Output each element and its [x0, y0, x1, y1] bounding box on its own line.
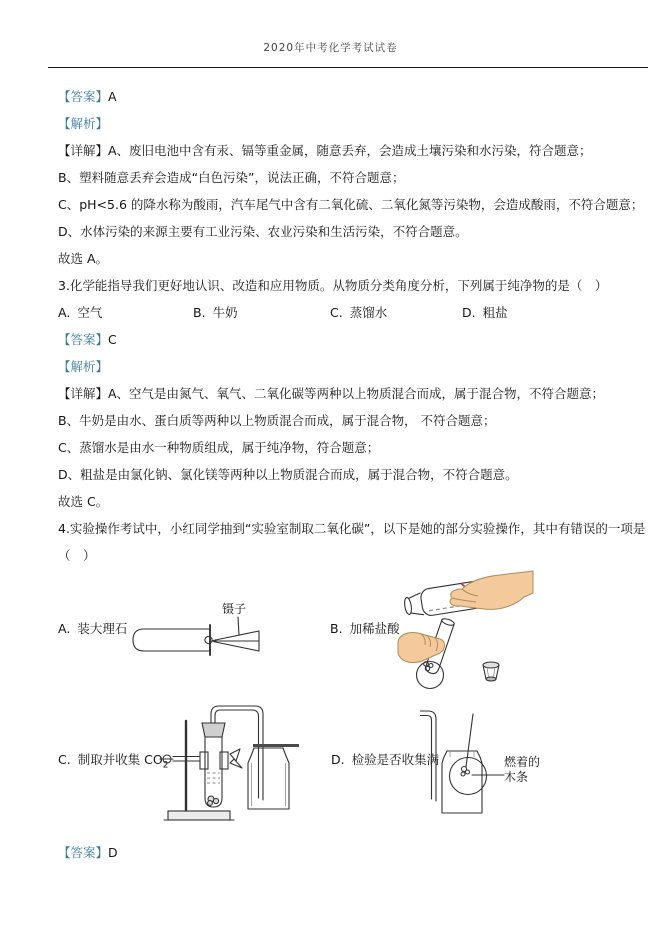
delivery-tube: [211, 706, 263, 800]
q3-option-c: [330, 299, 462, 326]
q4-stem-line2: （ ）: [58, 548, 96, 563]
rubber-stopper: [202, 723, 225, 737]
reaction-test-tube: [205, 736, 222, 807]
pouring-hand: [450, 571, 533, 609]
answer-value: C: [108, 332, 117, 347]
q3-option-b-key: B.: [193, 305, 206, 320]
wing-nut-icon: [230, 749, 242, 768]
q3-detail-d: D、粗盐是由氯化钠、氯化镁等两种以上物质混合而成，属于混合物，不符合题意。: [58, 467, 518, 482]
q3-analysis-line: [58, 353, 661, 380]
delivery-tube: [420, 711, 436, 801]
acid-liquid-dashes: [207, 773, 220, 783]
q4-option-b-text: 加稀盐酸: [349, 621, 400, 636]
marble-chips: [208, 796, 219, 805]
q3-option-c-text: 蒸馏水: [349, 305, 388, 320]
burning-splint-annotation-line2: 木条: [504, 770, 529, 784]
horizontal-test-tube: [133, 625, 210, 655]
q4-option-c-key: C.: [58, 752, 71, 767]
flame-icon: [461, 767, 470, 777]
marble-chips: [424, 662, 433, 671]
q4-option-a-label: [58, 622, 127, 636]
co2-subscript: 2: [162, 760, 169, 771]
q4-option-b-label: [330, 622, 400, 636]
holding-hand: [398, 632, 445, 662]
q4-option-d-text: 检验是否收集满: [351, 752, 440, 767]
analysis-label: 【解析】: [58, 116, 109, 131]
q3-stem: 3.化学能指导我们更好地认识、改造和应用物质。从物质分类角度分析，下列属于纯净物的是（ ）: [58, 278, 608, 293]
gas-collecting-bottle: [248, 748, 289, 809]
q4-option-c-label: [58, 753, 168, 773]
q3-option-a-text: 空气: [77, 305, 103, 320]
q3-option-d-key: D.: [462, 305, 476, 320]
q3-detail-b: B、牛奶是由水、蛋白质等两种以上物质混合而成，属于混合物， 不符合题意；: [58, 413, 496, 428]
answer-label: 【答案】: [58, 332, 109, 347]
q3-option-d-text: 粗盐: [482, 305, 508, 320]
q4-option-d-key: D.: [331, 752, 345, 767]
bottle-stopper: [483, 662, 499, 681]
q3-option-a-key: A.: [58, 305, 71, 320]
q2-detail-d: D、水体污染的来源主要有工业污染、农业污染和生活污染，不符合题意。: [58, 224, 468, 239]
q3-option-c-key: C.: [330, 305, 343, 320]
tweezers-annotation: 镊子: [222, 602, 247, 616]
figure-a-marble-loading: [128, 614, 264, 658]
q4-option-a-text: 装大理石: [77, 621, 128, 636]
q4-option-a-key: A.: [58, 621, 71, 636]
glass-plate: [253, 744, 299, 747]
wooden-splint: [466, 714, 473, 767]
q3-options-row: [58, 299, 661, 326]
magnified-chips-circle: [417, 662, 444, 689]
burning-splint-annotation-line1: 燃着的: [504, 755, 541, 769]
q2-conclusion: 故选 A。: [58, 251, 109, 266]
q4-stem-line1: 4.实验操作考试中，小红同学抽到“实验室制取二氧化碳”，以下是她的部分实验操作，其中有错误的一项是: [58, 521, 646, 536]
answer-value: D: [108, 845, 118, 860]
gas-collecting-bottle: [442, 751, 482, 813]
q3-option-d: [462, 299, 508, 326]
q4-figures-area: [0, 569, 661, 839]
figure-d-fullness-test: [420, 699, 536, 835]
tweezers-icon: [213, 631, 259, 651]
q4-option-c-text: 制取并收集 CO: [77, 752, 163, 767]
analysis-label: 【解析】: [58, 359, 109, 374]
q4-answer-line: [58, 839, 661, 866]
q3-option-b: [193, 299, 330, 326]
answer-value: A: [108, 89, 117, 104]
answer-label: 【答案】: [58, 89, 109, 104]
tweezers-leader-line: [238, 617, 239, 635]
q3-detail-c: C、蒸馏水是由水一种物质组成，属于纯净物，符合题意；: [58, 440, 380, 455]
q2-answer-line: [58, 83, 661, 110]
figure-c-gas-generator: [158, 701, 326, 833]
clamp-assembly: [160, 749, 242, 769]
q3-detail-a: 【详解】A、空气是由氮气、氧气、二氧化碳等两种以上物质混合而成，属于混合物，不符合题意；: [58, 386, 605, 401]
retort-stand: [164, 721, 234, 820]
magnifier-circle: [450, 758, 487, 795]
figure-b-pouring-acid: [392, 569, 534, 691]
q2-detail-c: C、pH<5.6 的降水称为酸雨，汽车尾气中含有二氧化硫、二氧化氮等污染物，会造成酸雨，不符合题意；: [58, 197, 644, 212]
answer-label: 【答案】: [58, 845, 109, 860]
q3-answer-line: [58, 326, 661, 353]
document-body: [0, 68, 661, 866]
document-title: 2020年中考化学考试试卷: [263, 42, 398, 54]
q2-detail-b: B、塑料随意丢弃会造成“白色污染”，说法正确，不符合题意；: [58, 170, 405, 185]
q2-analysis-line: [58, 110, 661, 137]
q3-conclusion: 故选 C。: [58, 494, 109, 509]
q2-detail-a: 【详解】A、废旧电池中含有汞、镉等重金属，随意丢弃，会造成土壤污染和水污染，符合题意；: [58, 143, 592, 158]
marble-chip: [205, 636, 212, 643]
q3-option-a: [58, 299, 193, 326]
q3-option-b-text: 牛奶: [212, 305, 238, 320]
q4-option-b-key: B.: [330, 621, 343, 636]
